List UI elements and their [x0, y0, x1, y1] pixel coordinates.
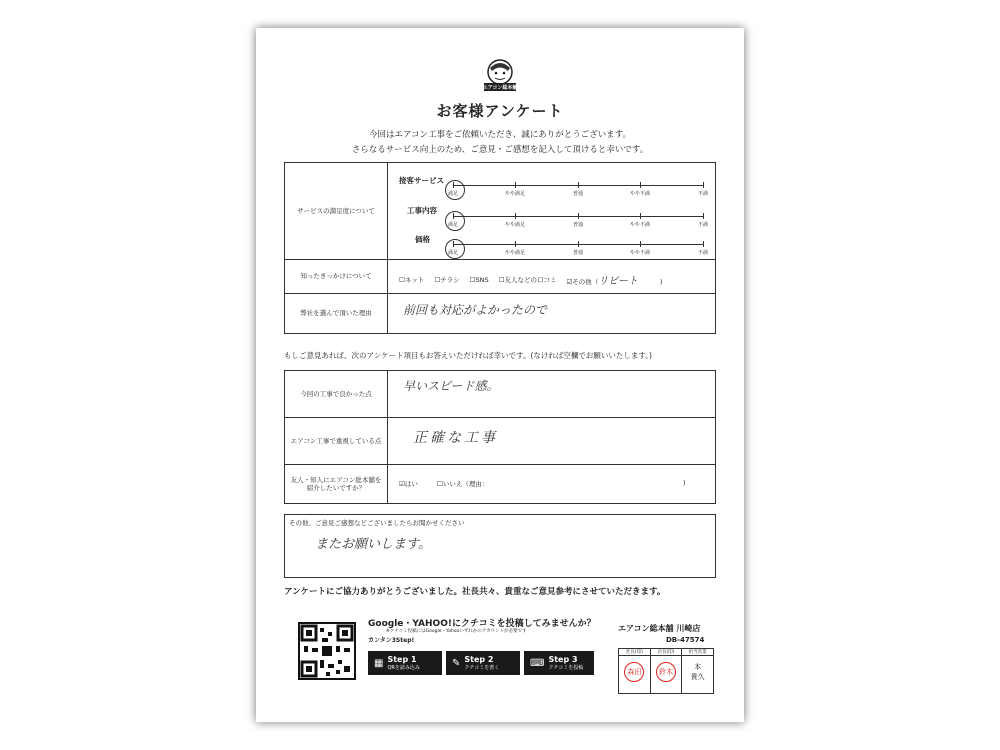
stamp-cell-rep [682, 649, 713, 693]
option-sns[interactable]: ☐SNS [469, 275, 489, 284]
stamp-header-manager: 店長(印) [651, 649, 682, 656]
rep-name-line1: 本 [694, 663, 702, 671]
store-id: DB-47574 [666, 636, 705, 644]
survey-sheet [256, 28, 744, 722]
scale-label: やや不満 [629, 222, 650, 228]
satisfaction-label: サービスの満足度について [297, 206, 375, 215]
scale-label: 普通 [572, 222, 583, 228]
qr-code[interactable] [298, 622, 356, 680]
scale-label: 普通 [572, 250, 583, 256]
other-answer[interactable]: またお願いします。 [315, 537, 431, 552]
stamp-cell-manager [651, 649, 683, 693]
source-options [399, 272, 662, 287]
important-label: エアコン工事で重視している点 [290, 436, 382, 445]
stamp-header-rep: 担当営業 [682, 649, 713, 656]
pencil-icon: ✎ [452, 657, 461, 669]
close-paren: ) [659, 278, 663, 286]
rep-name-line2: 貴久 [690, 673, 705, 681]
scale-label-somewhat-satisfied: やや満足 [504, 191, 525, 197]
option-other[interactable]: ☑その他（リピート ) [566, 276, 663, 287]
logo-text: エアコン総本舗 [482, 85, 518, 91]
referral-label-line2: 紹介したいですか？ [306, 484, 366, 492]
important-answer[interactable]: 正確な工事 [413, 430, 498, 446]
optional-note: もしご意見あれば、次のアンケート項目もお答えいただければ幸いです。(なければ空欄でお願いいたします。) [284, 351, 652, 360]
stamp-header-president: 社長(印) [619, 649, 650, 656]
intro-line-1: 今回はエアコン工事をご依頼いただき、誠にありがとうございます。 [368, 130, 632, 140]
scale-label: 満足 [447, 250, 458, 256]
survey-table [284, 162, 716, 334]
stamp-cell-president [619, 649, 651, 693]
option-word-of-mouth[interactable]: ☐友人などの口コミ [498, 276, 557, 284]
scale-label: やや満足 [504, 222, 525, 228]
review-heading-text: にクチコミを投稿してみませんか？ [451, 619, 596, 629]
optional-table [284, 370, 716, 504]
keyboard-icon: ⌨ [530, 657, 545, 669]
good-points-label: 今回の工事で良かった点 [300, 389, 372, 398]
scale-label: 満足 [447, 222, 458, 228]
reason-answer[interactable]: 前回も対応がよかったので [403, 303, 548, 317]
scale-label: 不満 [697, 250, 708, 256]
source-label: 知ったきっかけについて [300, 272, 372, 281]
company-logo [478, 58, 522, 94]
step-1-desc: QRを読み込み [387, 665, 420, 671]
qr-icon: ▦ [374, 657, 384, 669]
referral-yes[interactable]: ☑はい [399, 480, 418, 488]
other-label: その他、ご意見ご感想などございましたらお聞かせください [289, 519, 465, 527]
referral-label [285, 465, 387, 503]
good-points-answer[interactable]: 早いスピード感。 [403, 379, 499, 393]
store-name: エアコン総本舗 川崎店 [618, 624, 701, 633]
other-box [284, 514, 716, 578]
intro-line-2: さらなるサービス向上のため、ご意見・ご感想を記入して頂けると幸いです。 [351, 145, 649, 155]
thanks-message: アンケートにご協力ありがとうございました。社長共々、貴重なご意見参考にさせていただきます。 [284, 587, 666, 597]
item-name-price: 価格 [415, 235, 430, 244]
seal-manager: 鈴木 [656, 662, 676, 682]
option-flyer[interactable]: ☐チラシ [434, 276, 460, 284]
review-note: ※クチコミ投稿にはGoogle・Yahooいずれかのアカウントが必要です [386, 629, 527, 634]
option-net[interactable]: ☐ネット [399, 276, 425, 284]
step-3-title: Step 3 [548, 655, 578, 664]
scale-label-neutral: 普通 [572, 191, 583, 197]
referral-no[interactable]: ☐いいえ（理由： [437, 480, 489, 488]
other-answer: リピート [598, 276, 638, 287]
step-3-desc: クチコミを投稿 [548, 665, 584, 671]
page-title: お客様アンケート [436, 102, 564, 120]
scale-label-somewhat-dissatisfied: やや不満 [629, 191, 650, 197]
step-1 [368, 651, 442, 675]
step-2-desc: クチコミを書く [464, 665, 500, 671]
step-3 [524, 651, 594, 675]
stamp-table [618, 648, 714, 694]
step-2-title: Step 2 [464, 655, 494, 664]
item-name-work: 工事内容 [407, 206, 437, 215]
steps-banner [368, 646, 594, 680]
scale-label: やや満足 [504, 250, 525, 256]
seal-president: 森田 [624, 662, 644, 682]
scale-label-dissatisfied: 不満 [697, 191, 708, 197]
step-1-title: Step 1 [387, 655, 417, 664]
step-2 [446, 651, 520, 675]
reason-label: 弊社を選んで頂いた理由 [300, 309, 372, 318]
scale-label: やや不満 [629, 250, 650, 256]
easy-steps: カンタン3Step! [368, 637, 415, 644]
referral-close-paren: ) [683, 479, 686, 487]
item-name-service: 接客サービス [399, 176, 444, 185]
scale-label-satisfied: 満足 [447, 191, 458, 197]
referral-label-line1: 友人・知人にエアコン総本舗を [290, 475, 382, 484]
google-yahoo-logo: Google・YAHOO! [368, 619, 452, 629]
scale-label: 不満 [697, 222, 708, 228]
